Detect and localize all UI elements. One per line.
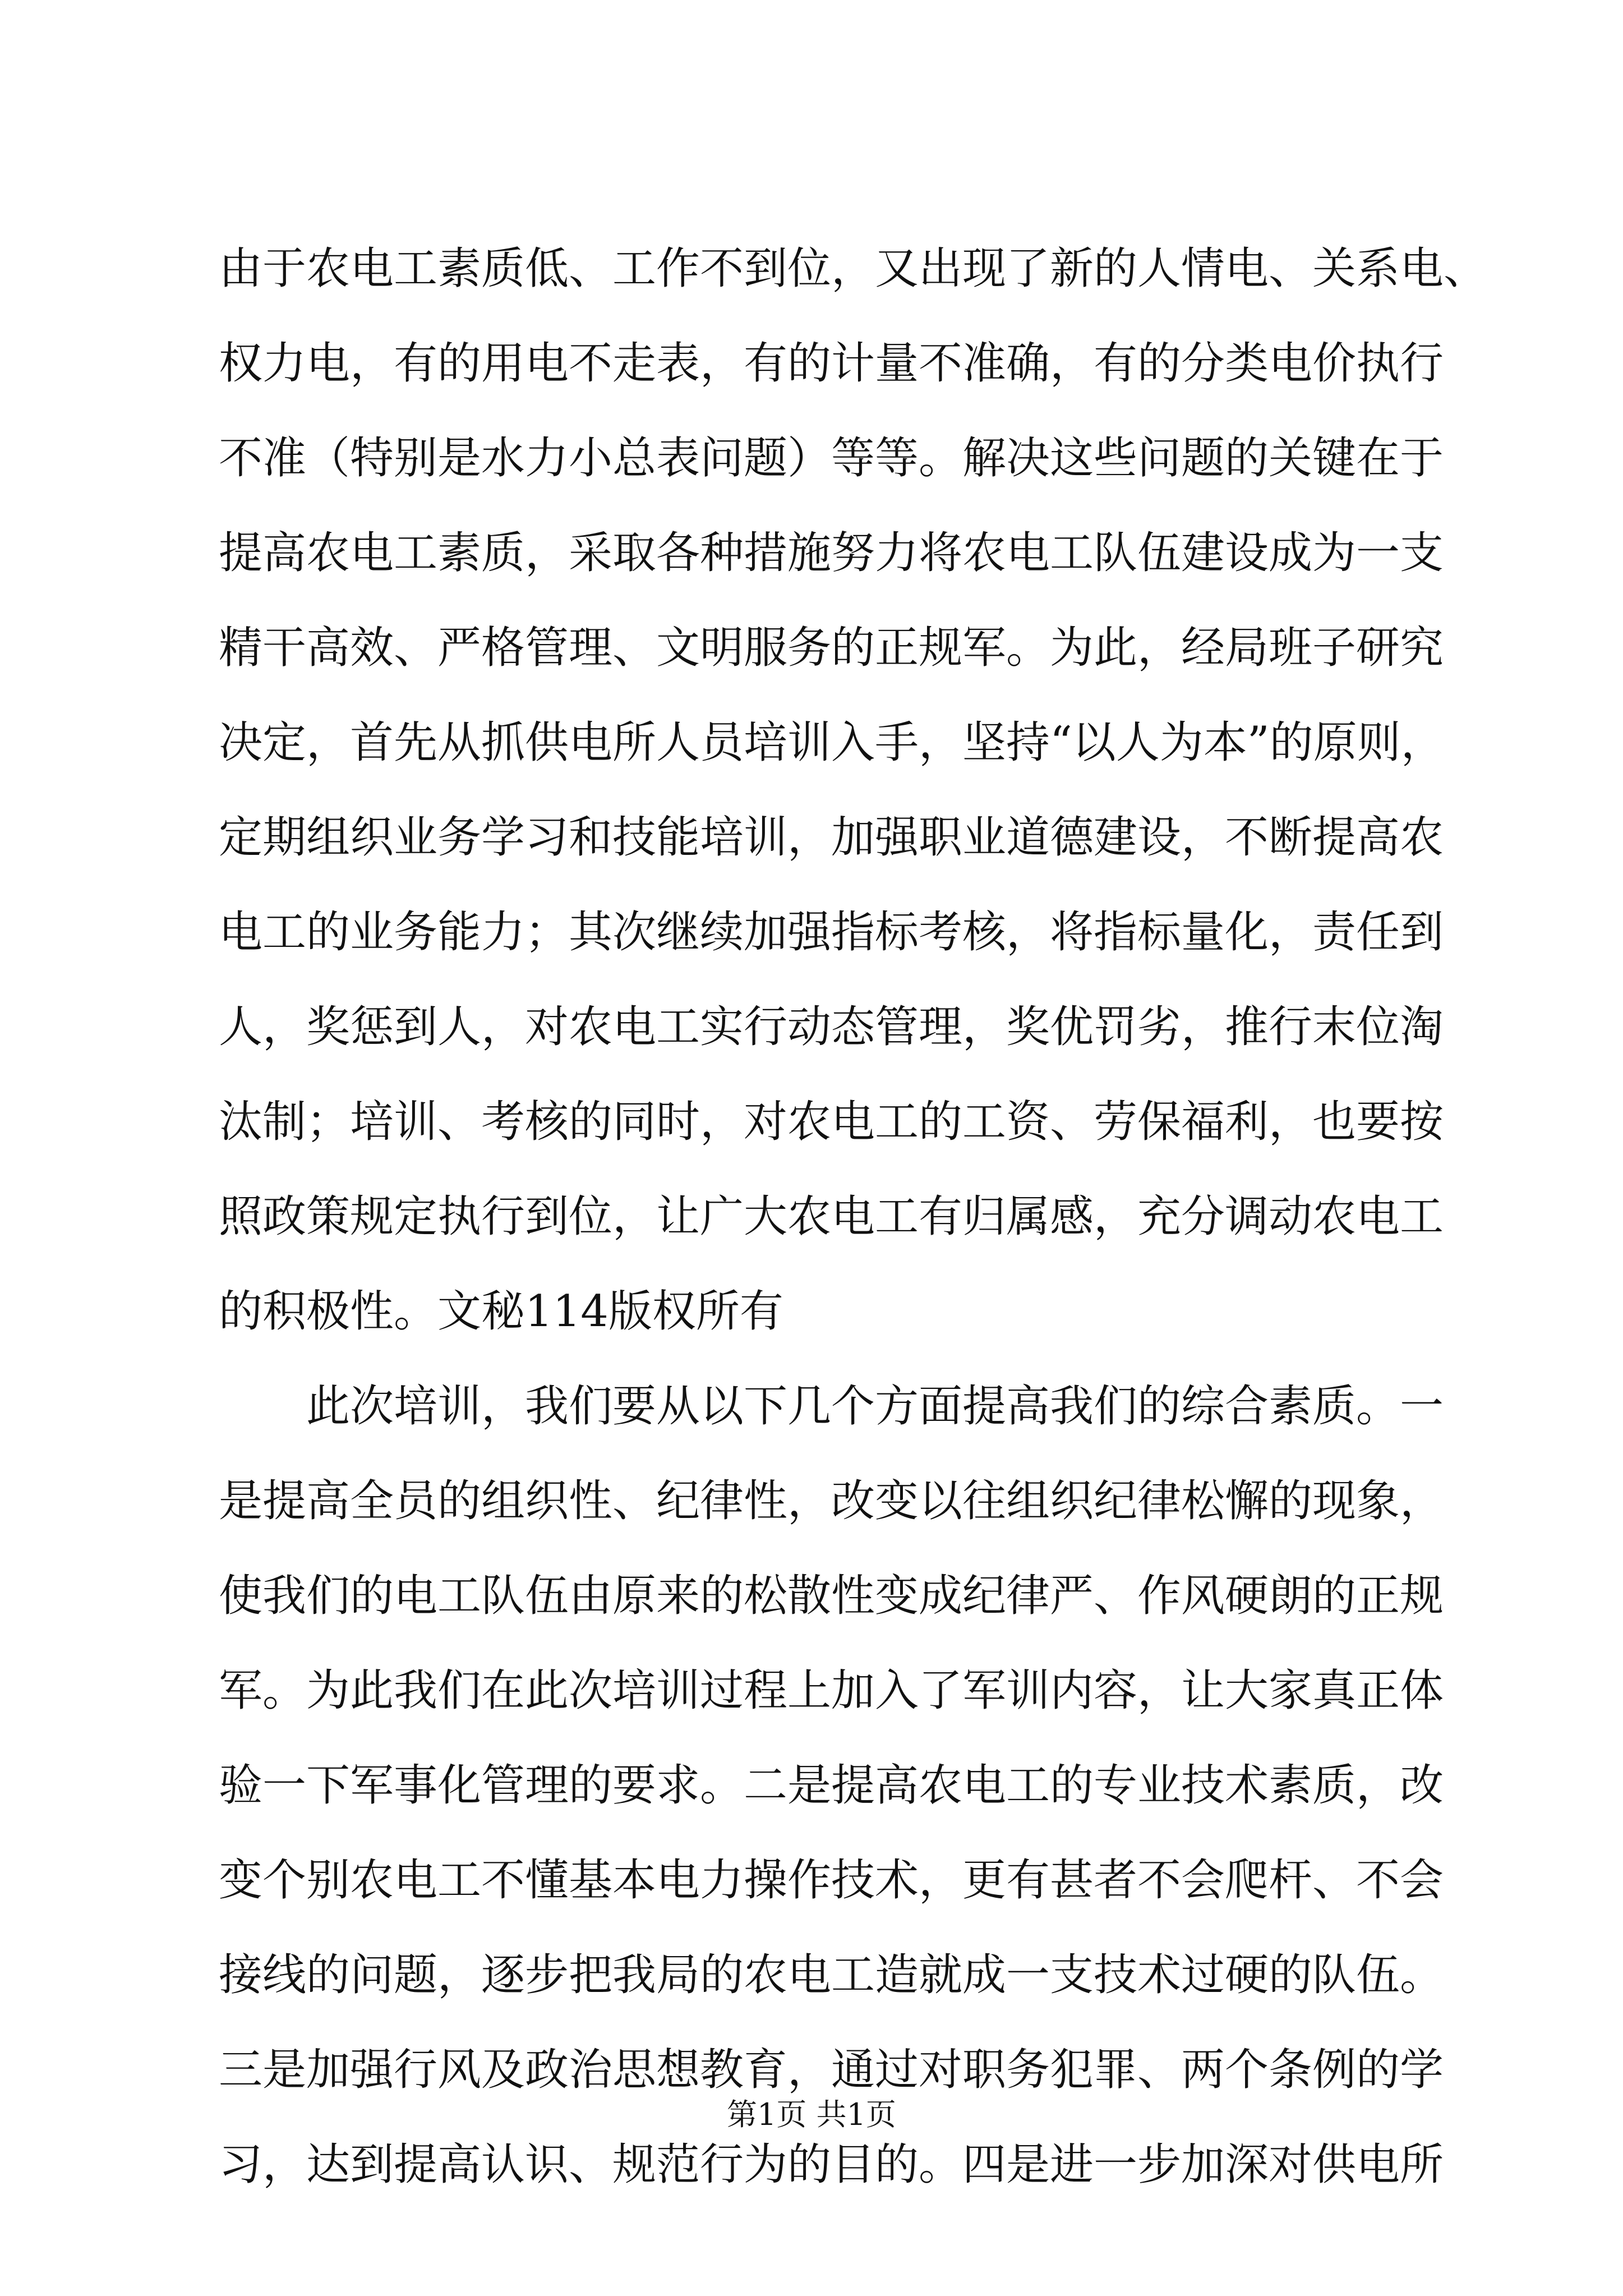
text-line: 不准（特别是水力小总表问题）等等。解决这些问题的关键在于: [219, 433, 1444, 484]
page-footer: 第1页 共1页: [727, 2097, 896, 2132]
text-line: 此次培训，我们要从以下几个方面提高我们的综合素质。一: [306, 1381, 1444, 1432]
text-line: 三是加强行风及政治思想教育，通过对职务犯罪、两个条例的学: [219, 2045, 1444, 2095]
text-line: 习，达到提高认识、规范行为的目的。四是进一步加深对供电所: [219, 2139, 1444, 2190]
text-line: 定期组织业务学习和技能培训，加强职业道德建设，不断提高农: [219, 812, 1444, 863]
text-line: 人，奖惩到人，对农电工实行动态管理，奖优罚劣，推行末位淘: [219, 1002, 1444, 1052]
document-body: [219, 222, 1488, 2212]
text-line: 决定，首先从抓供电所人员培训入手，坚持“以人为本”的原则，: [219, 717, 1445, 768]
text-line: 由于农电工素质低、工作不到位，又出现了新的人情电、关系电、: [219, 243, 1488, 294]
text-line: 是提高全员的组织性、纪律性，改变以往组织纪律松懈的现象，: [219, 1476, 1444, 1526]
text-line: 汰制；培训、考核的同时，对农电工的工资、劳保福利，也要按: [219, 1097, 1444, 1147]
text-line: 使我们的电工队伍由原来的松散性变成纪律严、作风硬朗的正规: [219, 1571, 1444, 1621]
text-line: 验一下军事化管理的要求。二是提高农电工的专业技术素质，改: [219, 1760, 1444, 1811]
text-line: 电工的业务能力；其次继续加强指标考核，将指标量化，责任到: [219, 907, 1444, 958]
text-line: 权力电，有的用电不走表，有的计量不准确，有的分类电价执行: [219, 338, 1444, 389]
text-line: 照政策规定执行到位，让广大农电工有归属感，充分调动农电工: [219, 1191, 1444, 1242]
text-line: 变个别农电工不懂基本电力操作技术，更有甚者不会爬杆、不会: [219, 1855, 1444, 1906]
text-line: 军。为此我们在此次培训过程上加入了军训内容，让大家真正体: [219, 1665, 1444, 1716]
text-line: 精干高效、严格管理、文明服务的正规军。为此，经局班子研究: [219, 623, 1444, 673]
text-line: 的积极性。文秘114版权所有: [219, 1286, 783, 1337]
text-line: 接线的问题，逐步把我局的农电工造就成一支技术过硬的队伍。: [219, 1950, 1444, 2000]
text-line: 提高农电工素质，采取各种措施努力将农电工队伍建设成为一支: [219, 528, 1444, 578]
